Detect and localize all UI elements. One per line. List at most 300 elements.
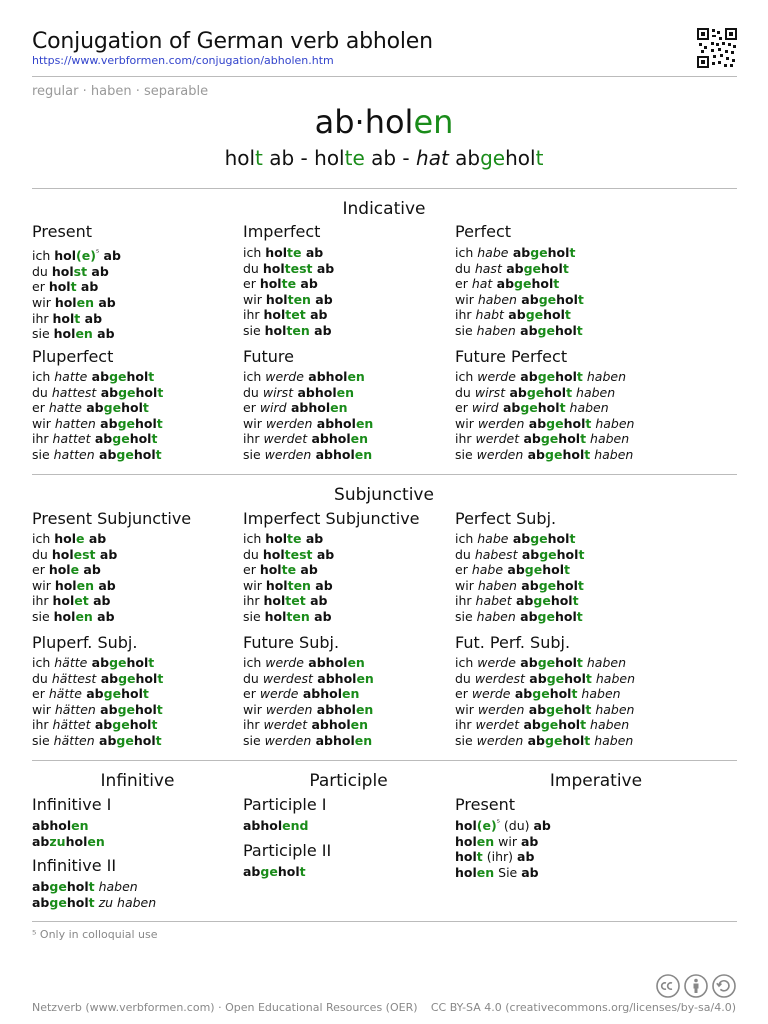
- form-segment: et: [74, 593, 89, 609]
- form-segment: hol: [126, 655, 149, 670]
- form-segment: wir: [455, 577, 478, 593]
- form-segment: t: [88, 894, 95, 910]
- form-segment: ab: [32, 894, 50, 910]
- form-segment: hol: [455, 864, 477, 880]
- form-segment: ab: [517, 546, 540, 562]
- tense-title-participle-1: Participle I: [243, 795, 327, 814]
- form-segment: ab: [520, 833, 539, 849]
- principal-part-segment: hat: [416, 146, 449, 170]
- form-segment: haben: [477, 291, 517, 307]
- form-segment: hol: [265, 577, 288, 593]
- conjugation-line: [32, 686, 163, 702]
- form-segment: ab: [503, 307, 526, 323]
- form-segment: du: [455, 546, 475, 562]
- form-segment: hattest: [51, 384, 97, 400]
- verb-headword: [0, 103, 768, 141]
- form-segment: en: [347, 655, 365, 670]
- form-segment: zu haben: [94, 894, 157, 910]
- form-segment: du: [455, 260, 475, 276]
- form-segment: t: [577, 577, 584, 593]
- form-segment: hol: [455, 833, 477, 849]
- form-segment: er: [455, 400, 472, 416]
- form-segment: t: [585, 670, 592, 686]
- form-segment: ab: [511, 593, 534, 609]
- tense-lines-perfect: [455, 245, 584, 339]
- conjugation-line: [243, 655, 374, 671]
- form-segment: ab: [87, 655, 110, 670]
- form-segment: Sie: [494, 864, 522, 880]
- form-segment: hol: [51, 546, 74, 562]
- conjugation-line: [32, 895, 156, 911]
- form-segment: t: [88, 879, 95, 894]
- form-segment: werden: [477, 701, 525, 717]
- form-segment: te: [281, 276, 297, 292]
- form-segment: ge: [112, 717, 130, 733]
- tense-title-future-perfect-subjunctive: Fut. Perf. Subj.: [455, 633, 571, 652]
- conjugation-line: [32, 531, 117, 547]
- form-segment: t: [142, 400, 149, 416]
- form-segment: er: [243, 562, 260, 578]
- form-segment: wir: [32, 415, 55, 431]
- form-segment: en: [87, 833, 105, 849]
- form-segment: du: [32, 670, 52, 686]
- form-segment: abhol: [307, 717, 351, 733]
- form-segment: werden: [476, 732, 524, 748]
- tense-lines-future-perfect-subjunctive: [455, 655, 635, 749]
- form-segment: hol: [550, 593, 573, 609]
- tense-lines-participle-1: [243, 818, 308, 834]
- form-segment: du: [243, 384, 263, 400]
- tense-lines-future-subjunctive: [243, 655, 374, 749]
- form-segment: ab: [296, 562, 318, 578]
- form-segment: ab: [305, 593, 328, 609]
- conjugation-line: [32, 879, 156, 895]
- form-segment: t: [584, 446, 591, 462]
- form-segment: hol: [562, 732, 585, 748]
- form-segment: ich: [455, 369, 478, 384]
- form-segment: werde: [265, 655, 304, 670]
- form-segment: hol: [558, 431, 581, 447]
- form-segment: sie: [243, 322, 265, 338]
- form-segment: hätte: [54, 655, 88, 670]
- verb-separator-dot: ·: [354, 103, 365, 141]
- divider-subjunctive: [32, 474, 737, 475]
- form-segment: hol: [563, 701, 586, 717]
- form-segment: ten: [287, 577, 311, 593]
- form-segment: werdet: [263, 431, 308, 447]
- conjugation-line: [243, 671, 374, 687]
- form-segment: t: [564, 562, 570, 578]
- conjugation-line: [32, 295, 121, 311]
- conjugation-line: [455, 245, 584, 261]
- divider-nonfinite: [32, 760, 737, 761]
- form-segment: hol: [53, 608, 76, 624]
- form-segment: hol: [133, 732, 156, 748]
- form-segment: hol: [555, 655, 577, 670]
- form-segment: ab: [79, 562, 101, 578]
- tense-title-infinitive-2: Infinitive II: [32, 856, 117, 875]
- form-segment: werde: [477, 369, 516, 384]
- form-segment: haben: [582, 369, 626, 384]
- tense-lines-perfect-subjunctive: [455, 531, 584, 625]
- form-segment: ge: [524, 562, 543, 578]
- form-segment: t: [299, 864, 306, 879]
- conjugation-line: [455, 276, 584, 292]
- form-segment: haben: [586, 431, 630, 447]
- form-segment: ihr: [243, 593, 264, 609]
- form-segment: wir: [32, 577, 55, 593]
- conjugation-line: [32, 578, 117, 594]
- form-segment: haben: [572, 384, 616, 400]
- form-segment: ich: [243, 531, 266, 546]
- form-segment: hol: [549, 686, 572, 702]
- form-segment: ich: [243, 655, 266, 670]
- tense-title-perfect: Perfect: [455, 222, 512, 241]
- form-segment: ab: [305, 307, 328, 323]
- form-segment: sie: [243, 446, 265, 462]
- form-segment: ich: [32, 531, 55, 546]
- form-segment: abhol: [243, 818, 283, 833]
- form-segment: hol: [455, 818, 477, 834]
- form-segment: ge: [537, 322, 555, 338]
- tense-title-future-subjunctive: Future Subj.: [243, 633, 340, 652]
- footnote: ⁵ Only in colloquial use: [32, 928, 158, 941]
- form-segment: ab: [93, 294, 116, 310]
- form-segment: ge: [537, 608, 555, 624]
- form-segment: ge: [545, 732, 563, 748]
- tense-title-imperfect: Imperfect: [243, 222, 321, 241]
- conjugation-line: [455, 531, 584, 547]
- conjugation-line: [455, 593, 584, 609]
- form-segment: en: [71, 818, 89, 833]
- form-segment: du: [32, 546, 52, 562]
- source-url-link[interactable]: https://www.verbformen.com/conjugation/abholen.htm: [32, 54, 334, 67]
- conjugation-line: [455, 292, 584, 308]
- form-segment: ich: [455, 531, 478, 546]
- form-segment: du: [455, 670, 475, 686]
- form-segment: hol: [554, 608, 577, 624]
- form-segment: werden: [476, 446, 524, 462]
- principal-part-segment: -: [294, 146, 315, 170]
- form-segment: ge: [537, 655, 556, 670]
- form-segment: ab: [81, 686, 104, 702]
- form-segment: e: [70, 562, 80, 578]
- form-segment: er: [32, 400, 49, 416]
- form-segment: abhol: [293, 384, 337, 400]
- conjugation-line: [243, 292, 334, 308]
- form-segment: ge: [546, 701, 564, 717]
- tense-title-pluperfect-subjunctive: Pluperf. Subj.: [32, 633, 138, 652]
- form-segment: haben: [586, 717, 630, 733]
- by-icon: [685, 975, 707, 997]
- form-segment: ab: [87, 369, 110, 384]
- form-segment: ten: [286, 322, 310, 338]
- tense-title-participle-2: Participle II: [243, 841, 332, 860]
- conjugation-line: [243, 369, 373, 385]
- form-segment: ge: [526, 384, 545, 400]
- form-segment: hättest: [51, 670, 97, 686]
- form-segment: en: [75, 326, 93, 342]
- form-segment: ab: [510, 686, 533, 702]
- form-segment: te: [287, 245, 302, 260]
- form-segment: hol: [541, 260, 563, 276]
- form-segment: wir: [455, 291, 478, 307]
- form-segment: ge: [49, 894, 67, 910]
- form-segment: ge: [103, 400, 122, 416]
- form-segment: t: [578, 546, 585, 562]
- form-segment: ge: [530, 245, 548, 260]
- conjugation-line: [455, 815, 551, 834]
- form-segment: t: [155, 446, 162, 462]
- form-segment: ⁵: [95, 248, 100, 257]
- cc-license-badge[interactable]: [655, 973, 737, 999]
- form-segment: werden: [264, 732, 312, 748]
- form-segment: st: [73, 263, 88, 279]
- principal-part-segment: ab: [262, 146, 295, 170]
- principal-part-segment: hol: [505, 146, 536, 170]
- form-segment: er: [32, 279, 49, 295]
- form-segment: ⁵: [496, 818, 500, 827]
- form-segment: t: [476, 849, 483, 865]
- form-segment: ab: [301, 245, 324, 260]
- form-segment: hol: [54, 531, 77, 546]
- principal-part-segment: ab: [448, 146, 481, 170]
- form-segment: ge: [109, 369, 127, 384]
- conjugation-line: [32, 416, 163, 432]
- tense-lines-infinitive-1: [32, 818, 105, 849]
- conjugation-line: [32, 655, 163, 671]
- form-segment: er: [455, 562, 472, 578]
- conjugation-line: [32, 447, 163, 463]
- form-segment: hol: [52, 593, 75, 609]
- form-segment: hol: [265, 245, 288, 260]
- conjugation-line: [455, 447, 634, 463]
- form-segment: t: [156, 701, 163, 717]
- form-segment: hätten: [54, 701, 96, 717]
- form-segment: ge: [546, 415, 564, 431]
- conjugation-line: [455, 717, 635, 733]
- form-segment: ge: [532, 686, 550, 702]
- conjugation-line: [32, 311, 121, 327]
- conjugation-line: [455, 547, 584, 563]
- form-segment: hol: [555, 369, 577, 384]
- form-segment: t: [572, 593, 579, 609]
- form-segment: ab: [492, 276, 515, 292]
- conjugation-line: [243, 245, 334, 261]
- form-segment: ab: [80, 310, 103, 326]
- verb-tags: regular · haben · separable: [32, 84, 209, 99]
- form-segment: ich: [32, 369, 55, 384]
- form-segment: ge: [546, 670, 565, 686]
- form-segment: en: [76, 294, 94, 310]
- conjugation-line: [455, 400, 634, 416]
- form-segment: habet: [475, 593, 512, 609]
- form-segment: wir: [243, 701, 266, 717]
- form-segment: abhol: [312, 701, 356, 717]
- form-segment: hol: [48, 279, 71, 295]
- form-segment: abhol: [311, 446, 355, 462]
- form-segment: en: [354, 446, 373, 462]
- form-segment: habe: [477, 245, 509, 260]
- form-segment: wir: [494, 833, 521, 849]
- form-segment: t: [151, 431, 158, 447]
- form-segment: hol: [52, 310, 75, 326]
- form-segment: en: [75, 608, 93, 624]
- form-segment: habe: [471, 562, 504, 578]
- form-segment: ab: [519, 431, 541, 447]
- form-segment: t: [151, 717, 158, 733]
- form-segment: en: [76, 577, 94, 593]
- tense-title-future-perfect: Future Perfect: [455, 347, 568, 366]
- form-segment: ge: [49, 879, 67, 894]
- form-segment: t: [580, 431, 587, 447]
- form-segment: hol: [126, 369, 149, 384]
- form-segment: ge: [520, 400, 538, 416]
- conjugation-line: [243, 385, 373, 401]
- form-segment: sie: [32, 326, 54, 342]
- form-segment: hol: [135, 670, 158, 686]
- form-segment: hol: [531, 276, 554, 292]
- conjugation-line: [455, 431, 634, 447]
- form-segment: abhol: [32, 818, 72, 833]
- section-title-subjunctive: Subjunctive: [334, 485, 434, 505]
- form-segment: er: [32, 686, 49, 702]
- conjugation-line: [243, 276, 334, 292]
- conjugation-line: [455, 385, 634, 401]
- form-segment: hat: [471, 276, 493, 292]
- conjugation-line: [243, 717, 374, 733]
- form-segment: wir: [243, 291, 266, 307]
- form-segment: ab: [310, 577, 333, 593]
- section-title-infinitive: Infinitive: [100, 771, 175, 791]
- form-segment: er: [243, 276, 260, 292]
- conjugation-line: [243, 323, 334, 339]
- form-segment: ihr: [32, 593, 53, 609]
- form-segment: abhol: [303, 655, 348, 670]
- form-segment: ab: [93, 577, 116, 593]
- conjugation-line: [243, 578, 334, 594]
- form-segment: wird: [471, 400, 499, 416]
- conjugation-line: [455, 655, 635, 671]
- form-segment: hol: [556, 546, 579, 562]
- form-segment: er: [455, 276, 472, 292]
- form-segment: t: [142, 686, 149, 702]
- form-segment: hol: [66, 894, 89, 910]
- form-segment: hol: [265, 291, 288, 307]
- tense-lines-present: [32, 245, 121, 342]
- form-segment: hatte: [54, 369, 88, 384]
- conjugation-line: [243, 562, 334, 578]
- form-segment: ge: [112, 431, 130, 447]
- form-segment: hol: [65, 833, 88, 849]
- conjugation-line: [32, 562, 117, 578]
- form-segment: hatte: [48, 400, 82, 416]
- form-segment: werdet: [475, 431, 520, 447]
- form-segment: sie: [32, 732, 54, 748]
- form-segment: hol: [277, 864, 300, 879]
- form-segment: e: [76, 531, 85, 546]
- form-segment: ab: [523, 446, 546, 462]
- form-segment: ge: [540, 717, 559, 733]
- form-segment: ab: [312, 546, 335, 562]
- form-segment: abhol: [286, 400, 331, 416]
- form-segment: haben: [590, 446, 634, 462]
- tense-lines-pluperfect: [32, 369, 163, 463]
- form-segment: hol: [51, 263, 74, 279]
- form-segment: werdest: [262, 670, 313, 686]
- form-segment: werdest: [474, 670, 525, 686]
- form-segment: hol: [66, 879, 89, 894]
- principal-part-segment: hol: [224, 146, 256, 170]
- form-segment: t: [577, 291, 584, 307]
- form-segment: ab: [96, 384, 119, 400]
- sa-icon: [713, 975, 735, 997]
- form-segment: (ihr): [482, 849, 518, 865]
- conjugation-line: [455, 733, 635, 749]
- form-segment: du: [32, 263, 52, 279]
- form-segment: ab: [312, 260, 335, 276]
- conjugation-line: [243, 686, 374, 702]
- conjugation-line: [455, 834, 551, 850]
- form-segment: t: [70, 279, 77, 295]
- form-segment: t: [576, 655, 583, 670]
- principal-part-segment: ge: [480, 146, 506, 170]
- form-segment: t: [580, 717, 587, 733]
- form-segment: en: [350, 431, 369, 447]
- form-segment: ab: [517, 849, 535, 865]
- form-segment: ge: [116, 446, 134, 462]
- form-segment: ihr: [243, 307, 264, 323]
- form-segment: wirst: [474, 384, 506, 400]
- principal-part-segment: t: [255, 146, 263, 170]
- form-segment: t: [576, 322, 583, 338]
- form-segment: hol: [265, 531, 288, 546]
- form-segment: wir: [455, 701, 478, 717]
- form-segment: hol: [53, 326, 76, 342]
- form-segment: ab: [309, 322, 332, 338]
- form-segment: ab: [516, 291, 539, 307]
- form-segment: haben: [476, 322, 516, 338]
- form-segment: abhol: [298, 686, 343, 702]
- conjugation-line: [32, 702, 163, 718]
- form-segment: ab: [498, 400, 521, 416]
- form-segment: hatten: [54, 415, 96, 431]
- qr-code-icon: [697, 28, 737, 68]
- form-segment: en: [355, 701, 374, 717]
- form-segment: wir: [243, 415, 266, 431]
- form-segment: ab: [92, 326, 115, 342]
- form-segment: ab: [95, 546, 118, 562]
- form-segment: t: [562, 260, 569, 276]
- form-segment: ab: [508, 531, 531, 546]
- conjugation-line: [243, 531, 334, 547]
- form-segment: t: [157, 384, 164, 400]
- tense-title-infinitive-1: Infinitive I: [32, 795, 112, 814]
- footer-license: CC BY-SA 4.0 (creativecommons.org/licenses/by-sa/4.0): [430, 1001, 736, 1014]
- form-segment: ab: [32, 833, 50, 849]
- form-segment: ab: [95, 701, 118, 717]
- form-segment: haben: [565, 400, 609, 416]
- form-segment: abhol: [312, 415, 356, 431]
- tense-lines-present-subjunctive: [32, 531, 117, 625]
- form-segment: ge: [540, 431, 559, 447]
- form-segment: ab: [524, 670, 547, 686]
- form-segment: ge: [523, 260, 542, 276]
- form-segment: du: [243, 546, 263, 562]
- tense-lines-imperfect-subjunctive: [243, 531, 334, 625]
- form-segment: t: [148, 655, 155, 670]
- form-segment: ab: [92, 608, 115, 624]
